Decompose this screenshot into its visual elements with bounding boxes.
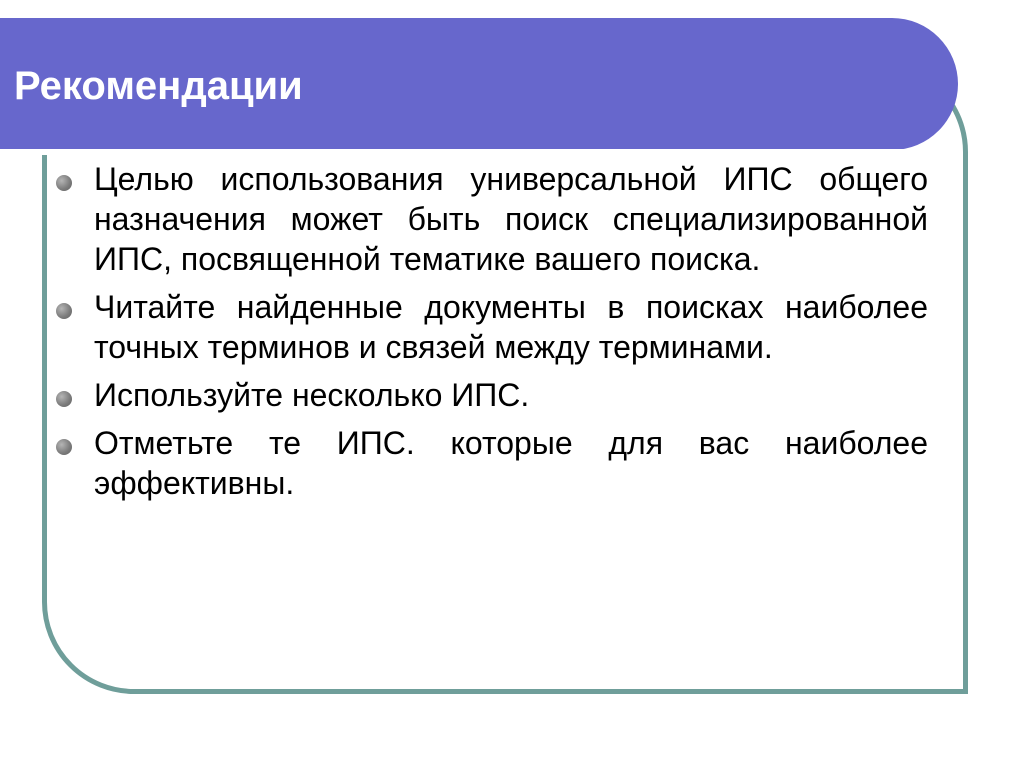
bullet-dot-icon — [56, 303, 72, 319]
title-underline — [0, 149, 904, 155]
bullet-item — [56, 375, 928, 415]
bullet-text: Отметьте те ИПС. которые для вас наиболее эффективны. — [94, 425, 928, 501]
bullet-dot-icon — [56, 439, 72, 455]
bullet-item — [56, 159, 928, 279]
bullet-text: Целью использования универсальной ИПС общего назначения может быть поиск специализированной ИПС, посвященной тематике вашего поиска. — [94, 161, 928, 277]
bullet-list — [56, 159, 928, 511]
bullet-text: Читайте найденные документы в поисках наиболее точных терминов и связей между терминами. — [94, 289, 928, 365]
bullet-item — [56, 287, 928, 367]
title-bar — [0, 18, 958, 150]
bullet-dot-icon — [56, 175, 72, 191]
bullet-dot-icon — [56, 391, 72, 407]
slide-title: Рекомендации — [14, 64, 303, 108]
bullet-text: Используйте несколько ИПС. — [94, 377, 530, 413]
bullet-item — [56, 423, 928, 503]
